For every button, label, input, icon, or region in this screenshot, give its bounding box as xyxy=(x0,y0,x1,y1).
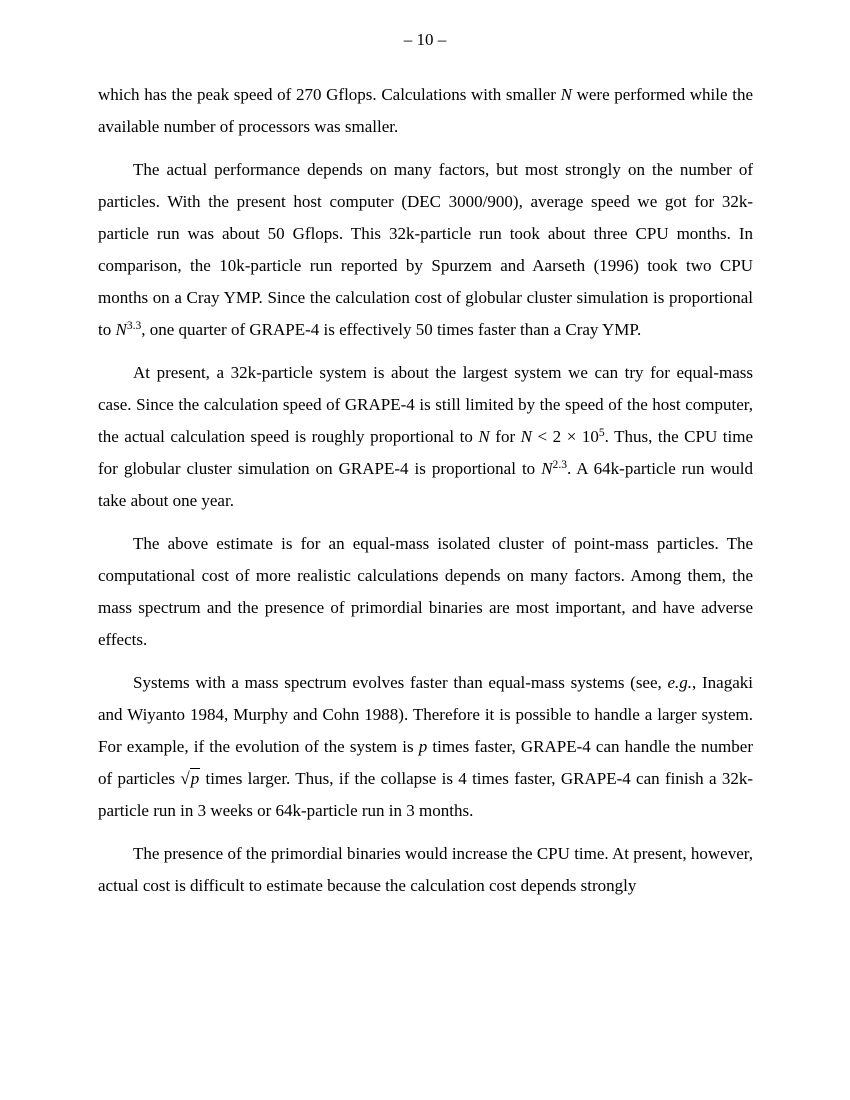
paragraph xyxy=(98,79,753,143)
text-segment: The presence of the primordial binaries would increase the CPU time. At present, however, actual cost is difficult to estimate because the calculation cost depends strongly xyxy=(98,844,753,895)
text-segment: , Inagaki and Wiyanto 1984, Murphy and Cohn 1988). Therefore it is possible to handle a larger system. For example, if the evolution of the system is xyxy=(98,673,753,756)
text-segment: were performed while the available number of processors was smaller. xyxy=(98,85,753,136)
text-segment: N xyxy=(560,85,572,104)
text-segment: Systems with a mass spectrum evolves faster than equal-mass systems (see, xyxy=(133,673,668,692)
text-segment: 5 xyxy=(598,425,605,439)
text-segment: The actual performance depends on many factors, but most strongly on the number of particles. With the present host computer (DEC 3000/900), average speed we got for 32k-particle run was about 50 Gflops. This 32k-particle run took about three CPU months. In comparison, the 10k-particle run reported by Spurzem and Aarseth (1996) took two CPU months on a Cray YMP. Since the calculation cost of globular cluster simulation is proportional to xyxy=(98,160,753,339)
page-number: – 10 – xyxy=(403,30,447,49)
text-segment: N xyxy=(520,427,532,446)
text-segment: N xyxy=(115,320,127,339)
text-segment: which has the peak speed of 270 Gflops. Calculations with smaller xyxy=(98,85,561,104)
text-segment: for xyxy=(489,427,521,446)
paragraph xyxy=(98,154,753,346)
paragraph xyxy=(98,667,753,827)
text-segment: . A 64k-particle run would take about one year. xyxy=(98,459,753,510)
text-segment: N xyxy=(541,459,553,478)
paragraph xyxy=(98,357,753,517)
text-segment: . Thus, the CPU time for globular cluster simulation on GRAPE-4 is proportional to xyxy=(98,427,753,478)
text-segment: At present, a 32k-particle system is about the largest system we can try for equal-mass case. Since the calculation speed of GRAPE-4 is still limited by the speed of the host computer, the actual calculation speed is roughly proportional to xyxy=(98,363,753,446)
text-segment: The above estimate is for an equal-mass isolated cluster of point-mass particles. The computational cost of more realistic calculations depends on many factors. Among them, the mass spectrum and the presence of primordial binaries are most important, and have adverse effects. xyxy=(98,534,753,649)
text-segment: times faster, GRAPE-4 can handle the number of particles √ xyxy=(98,737,753,788)
paragraph xyxy=(98,528,753,656)
text-segment: 3.3 xyxy=(126,318,142,332)
text-segment: , one quarter of GRAPE-4 is effectively 50 times faster than a Cray YMP. xyxy=(141,320,642,339)
document-body xyxy=(98,79,753,913)
text-segment: N xyxy=(478,427,490,446)
text-segment: times larger. Thus, if the collapse is 4 times faster, GRAPE-4 can finish a 32k-particle run in 3 weeks or 64k-particle run in 3 months. xyxy=(98,769,754,820)
text-segment: < 2 × 10 xyxy=(532,427,599,446)
text-segment: 2.3 xyxy=(552,457,567,471)
text-segment: p xyxy=(190,769,200,788)
text-segment: e.g. xyxy=(667,673,693,692)
text-segment: p xyxy=(418,737,428,756)
paragraph xyxy=(98,838,753,902)
